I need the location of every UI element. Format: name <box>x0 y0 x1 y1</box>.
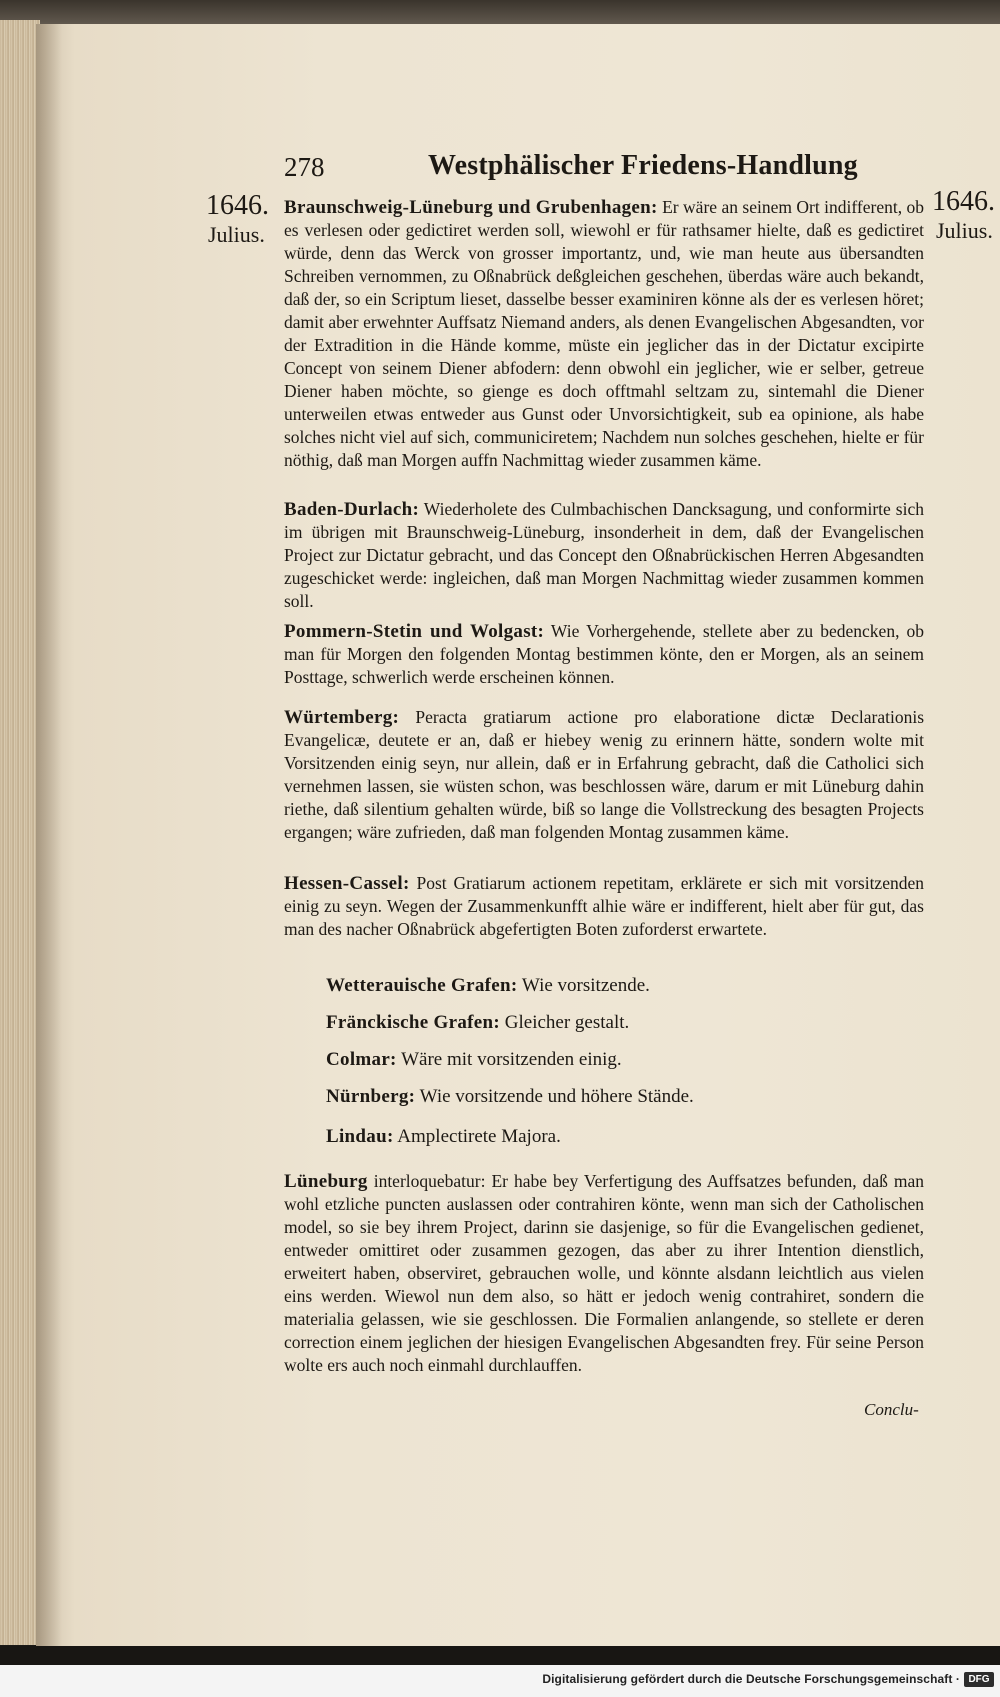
vote-line <box>326 1086 694 1108</box>
speaker-name: Pommern-Stetin und Wolgast: <box>284 621 545 642</box>
vote-line <box>326 1126 561 1148</box>
margin-year-left: 1646. <box>206 190 269 221</box>
speaker-name: Lindau: <box>326 1126 394 1147</box>
vote-text: Wäre mit vorsitzenden einig. <box>401 1049 622 1070</box>
margin-month-right: Julius. <box>936 218 993 243</box>
catchword: Conclu- <box>864 1400 919 1419</box>
vote-line <box>326 1049 622 1071</box>
paragraph-pommern <box>284 620 924 689</box>
gutter-shadow <box>36 24 62 1646</box>
paragraph-text: Post Gratiarum actionem repetitam, erklärete er sich mit vorsitzenden einig zu seyn. Wegen der Zusammenkunfft alhie wäre er indifferent, hielt aber für gut, das man des nacher Oßnabrück abgefertigten Boten zuforderst erwartete. <box>284 873 924 939</box>
speaker-name: Braunschweig-Lüneburg und Grubenhagen: <box>284 197 658 218</box>
speaker-name: Nürnberg: <box>326 1086 416 1107</box>
paragraph-hessen-cassel <box>284 872 924 941</box>
paragraph-lueneburg <box>284 1170 924 1377</box>
vote-text: Amplectirete Majora. <box>397 1126 561 1147</box>
speaker-name: Hessen-Cassel: <box>284 873 410 894</box>
vote-line <box>326 1012 629 1034</box>
vote-text: Wie vorsitzende und höhere Stände. <box>419 1086 694 1107</box>
vote-text: Wie vorsitzende. <box>521 975 650 996</box>
speaker-name: Würtemberg: <box>284 707 400 728</box>
book-page-edges <box>0 20 40 1645</box>
paragraph-text: Wiederholete des Culmbachischen Dancksagung, und conformirte sich im übrigen mit Braunschweig-Lüneburg, insonderheit in dem, daß der Evangelischen Project zur Dictatur gebracht, und das Concept den Oßnabrückischen Herren Abgesandten zugeschicket werde: ingleichen, daß man Morgen Nachmittag wieder zusammen kommen soll. <box>284 499 924 611</box>
speaker-name: Colmar: <box>326 1049 397 1070</box>
speaker-name: Fränckische Grafen: <box>326 1012 501 1033</box>
speaker-name: Baden-Durlach: <box>284 499 420 520</box>
paragraph-text: Wie Vorhergehende, stellete aber zu bedencken, ob man für Morgen den folgenden Montag bestimmen könte, den er Morgen, als an seinem Posttage, schwerlich werde erscheinen können. <box>284 621 925 687</box>
margin-month-left: Julius. <box>208 222 265 247</box>
running-title: Westphälischer Friedens-Handlung <box>428 150 858 181</box>
vote-text: Gleicher gestalt. <box>504 1012 630 1033</box>
paragraph-baden-durlach <box>284 498 924 613</box>
speaker-name: Lüneburg <box>284 1171 368 1192</box>
paragraph-text: Er wäre an seinem Ort indifferent, ob es verlesen oder gedictiret werden soll, wiewohl er für rathsamer hielte, daß es gedictiret würde, denn das Werck von grosser importantz, und, wie man heute aus übersandten Schreiben vernommen, zu Oßnabrück deßgleichen geschehen, überdas wäre auch bekandt, daß der, so ein Scriptum lieset, dasselbe besser examiniren könne als der es verlesen höret; damit aber erwehnter Auffsatz Niemand anders, als denen Evangelischen Abgesandten, vor der Extradition in die Hände komme, müste ein jeglicher das in der Dictatur excipirte Concept von seinem Diener abfodern: denn obwohl ein jeglicher, wie er selber, getreue Diener haben möchte, so gienge es doch offtmahl seltzam zu, sintemahl die Diener unterweilen etwas entweder aus Gunst oder Unvorsichtigkeit, sub ea opinione, als habe solches nicht viel auf sich, communiciretem; Nachdem nun solches geschehen, hielte er für nöthig, daß man Morgen auffn Nachmittag wieder zusammen käme. <box>284 197 925 470</box>
paragraph-text: interloquebatur: Er habe bey Verfertigung des Auffsatzes befunden, daß man wohl etzliche puncten auslassen oder contrahiren könte, wenn man sich der Catholischen model, so sie bey ihrem Project, darinn sie dasjenige, so für die Evangelischen gedienet, entweder omittiret oder zusammen gezogen, das aber zu ihrer Intention dienstlich, erweitert haben, observiret, gebrauchen wolle, und könnte alsdann leichtlich aus vielen eins werden. Wiewol nun dem also, so hätt er jedoch wenig contrahiret, sondern die materialia gelassen, wie sie geschlossen. Die Formalien anlangende, so stellete er deren correction einem jeglichen der hiesigen Evangelischen Abgesandten frey. Für seine Person wolte ers auch noch einmahl durchlauffen. <box>284 1171 925 1375</box>
page-number: 278 <box>284 152 325 182</box>
speaker-name: Wetterauische Grafen: <box>326 975 518 996</box>
paragraph-braunschweig <box>284 196 924 472</box>
footer-credit: Digitalisierung gefördert durch die Deutsche Forschungsgemeinschaft · <box>542 1672 960 1686</box>
dfg-logo-icon: DFG <box>964 1672 994 1687</box>
margin-year-right: 1646. <box>932 186 995 217</box>
paragraph-text: Peracta gratiarum actione pro elaboratione dictæ Declarationis Evangelicæ, deutete er an, daß er hiebey wenig zu erinnern hätte, sondern wolte mit Vorsitzenden einig seyn, nur allein, daß er in Erfahrung gebracht, daß die Catholici sich vernehmen lassen, sie wüsten schon, was beschlossen wäre, darum er mit Lüneburg dahin riethe, daß silentium gehalten würde, biß so lange die Vollstreckung des besagten Projects ergangen; wäre zufrieden, daß man folgenden Montag zusammen käme. <box>284 707 925 842</box>
paragraph-wuertemberg <box>284 706 924 844</box>
vote-line <box>326 975 650 997</box>
